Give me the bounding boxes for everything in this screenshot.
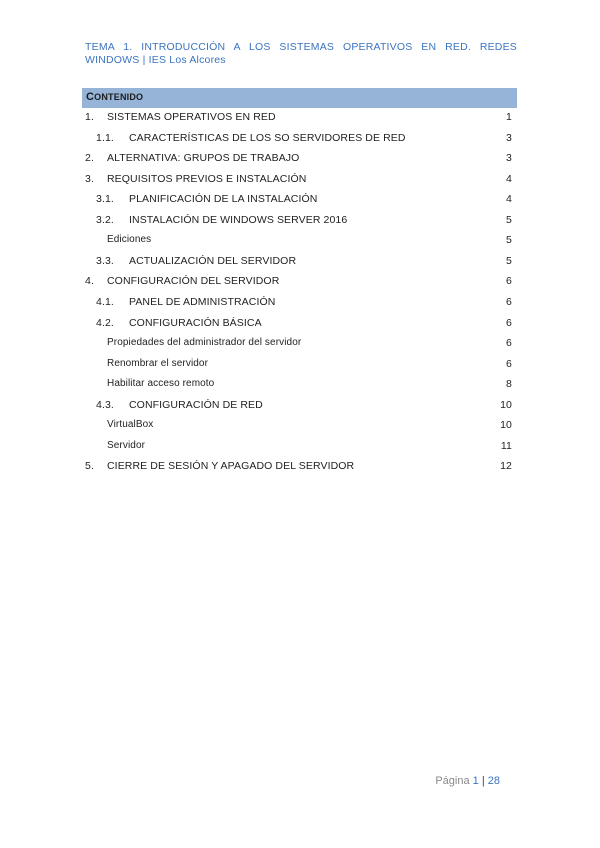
toc-entry-page: 3 (506, 131, 512, 144)
toc-entry-label: ALTERNATIVA: GRUPOS DE TRABAJO (107, 152, 300, 165)
toc-entry-number: 4.1. (96, 295, 114, 308)
toc-entry[interactable] (0, 295, 600, 309)
toc-entry[interactable] (0, 357, 600, 371)
toc-entry-page: 10 (500, 419, 512, 432)
toc-entry-page: 5 (506, 234, 512, 247)
toc-entry[interactable] (0, 418, 600, 432)
toc-entry[interactable] (0, 151, 600, 165)
toc-entry[interactable] (0, 336, 600, 350)
toc-entry-label: PANEL DE ADMINISTRACIÓN (129, 295, 276, 308)
toc-entry-label: PLANIFICACIÓN DE LA INSTALACIÓN (129, 193, 318, 206)
toc-entry-label: REQUISITOS PREVIOS E INSTALACIÓN (107, 172, 307, 185)
toc-entry[interactable] (0, 131, 600, 145)
header-title-line1: TEMA 1. INTRODUCCIÓN A LOS SISTEMAS OPERATIVOS EN RED. REDES (85, 41, 517, 53)
toc-entry-number: 2. (85, 152, 94, 165)
toc-entry-page: 1 (506, 111, 512, 123)
toc-entry-page: 8 (506, 378, 512, 391)
toc-heading: CONTENIDO (82, 88, 517, 108)
toc-entry-page: 3 (506, 152, 512, 165)
toc-entry-label: Renombrar el servidor (107, 357, 209, 369)
toc-entry-label: CONFIGURACIÓN DEL SERVIDOR (107, 275, 280, 288)
toc-entry-page: 10 (500, 398, 512, 411)
toc-entry[interactable] (0, 459, 600, 473)
toc-entry-page: 6 (506, 275, 512, 288)
toc-entry-page: 6 (506, 337, 512, 350)
toc-entry[interactable] (0, 316, 600, 330)
toc-entry-label: INSTALACIÓN DE WINDOWS SERVER 2016 (129, 213, 348, 226)
toc-entry-label: Servidor (107, 439, 146, 451)
toc-entry-page: 6 (506, 357, 512, 370)
page-label: Página (435, 775, 470, 787)
header-title-line2: WINDOWS | IES Los Alcores (85, 54, 226, 66)
toc-entry-page: 4 (506, 172, 512, 185)
toc-entry-page: 12 (500, 460, 512, 473)
toc-entry-number: 3. (85, 172, 94, 185)
toc-entry-number: 4.2. (96, 316, 114, 329)
toc-entry-label: SISTEMAS OPERATIVOS EN RED (107, 111, 276, 123)
toc-entry[interactable] (0, 172, 600, 186)
toc-entry-label: ACTUALIZACIÓN DEL SERVIDOR (129, 254, 297, 267)
toc-entry-number: 4.3. (96, 398, 114, 411)
toc-entry[interactable] (0, 377, 600, 391)
toc-entry-label: Ediciones (107, 234, 152, 246)
toc-entry-number: 1.1. (96, 131, 114, 144)
toc-entry[interactable] (0, 233, 600, 247)
toc-entry-number: 5. (85, 460, 94, 473)
page-number: 1 (472, 775, 479, 787)
toc-entry[interactable] (0, 254, 600, 268)
toc-entry-label: Propiedades del administrador del servidor (107, 337, 302, 349)
toc-entry-number: 4. (85, 275, 94, 288)
toc-entry-page: 6 (506, 316, 512, 329)
toc-entry-page: 4 (506, 193, 512, 206)
toc-entry-label: Habilitar acceso remoto (107, 378, 215, 390)
document-header (85, 41, 517, 67)
toc-entry-number: 3.3. (96, 254, 114, 267)
page-separator: | (481, 775, 485, 787)
toc-entry[interactable] (0, 213, 600, 227)
toc-entry-page: 6 (506, 295, 512, 308)
toc-entry-page: 11 (500, 439, 512, 452)
toc-entry-page: 5 (506, 254, 512, 267)
toc-entry[interactable] (0, 398, 600, 412)
toc-entry-number: 1. (85, 111, 94, 123)
toc-entry[interactable] (0, 274, 600, 288)
toc-entry-label: CIERRE DE SESIÓN Y APAGADO DEL SERVIDOR (107, 460, 355, 473)
toc-entry-label: CONFIGURACIÓN DE RED (129, 398, 263, 411)
toc-entry-page: 5 (506, 213, 512, 226)
toc-entry[interactable] (0, 439, 600, 453)
toc-entry-number: 3.2. (96, 213, 114, 226)
toc-entry[interactable] (0, 110, 600, 124)
toc-entry-number: 3.1. (96, 193, 114, 206)
total-pages: 28 (487, 775, 500, 787)
toc-entry[interactable] (0, 192, 600, 206)
toc-entry-label: VirtualBox (107, 419, 154, 431)
toc-entry-label: CONFIGURACIÓN BÁSICA (129, 316, 262, 329)
toc-entry-label: CARACTERÍSTICAS DE LOS SO SERVIDORES DE RED (129, 131, 406, 144)
